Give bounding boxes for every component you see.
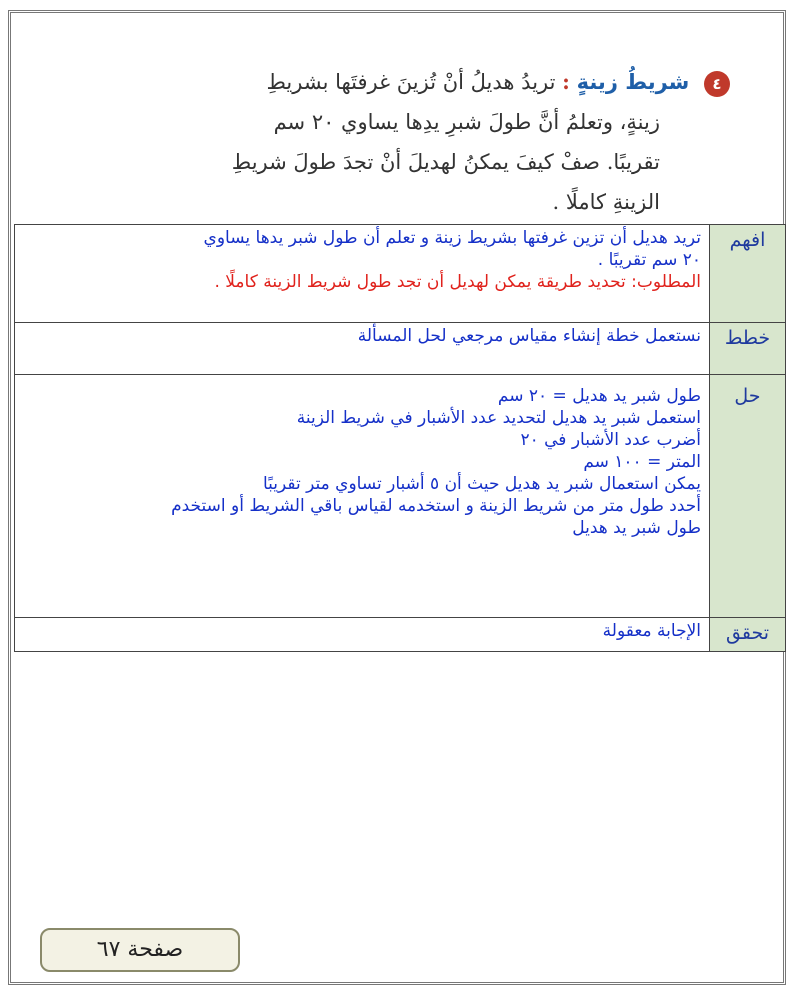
step-content-check	[15, 618, 710, 652]
problem-line-1: تريدُ هديلُ أنْ تُزينَ غرفتَها بشريطِ	[266, 70, 556, 94]
page-number-tab: صفحة ٦٧	[40, 928, 240, 972]
understand-line-1: تريد هديل أن تزين غرفتها بشريط زينة و تعلم أن طول شبر يدها يساوي	[203, 228, 701, 248]
problem-line-3: تقريبًا. صفْ كيفَ يمكنُ لهديلَ أنْ تجدَ طولَ شريطِ	[231, 150, 660, 174]
step-row-check	[15, 618, 786, 652]
problem-statement	[40, 62, 730, 222]
step-row-understand	[15, 225, 786, 323]
step-content-plan	[15, 323, 710, 375]
step-content-solve	[15, 375, 710, 618]
solution-steps-table	[14, 224, 786, 652]
problem-line-4: الزينةِ كاملًا .	[552, 190, 660, 214]
required-label: المطلوب	[636, 272, 701, 292]
solve-line-4: المتر = ١٠٠ سم	[583, 452, 701, 472]
solve-line-7: طول شبر يد هديل	[572, 518, 701, 538]
solve-line-2: استعمل شبر يد هديل لتحديد عدد الأشبار في شريط الزينة	[296, 408, 701, 428]
plan-line-1: نستعمل خطة إنشاء مقياس مرجعي لحل المسألة	[357, 326, 701, 346]
step-label-plan: خطط	[710, 323, 786, 375]
understand-line-2: ٢٠ سم تقريبًا .	[597, 250, 701, 270]
step-row-plan	[15, 323, 786, 375]
step-content-understand	[15, 225, 710, 323]
step-label-check: تحقق	[710, 618, 786, 652]
understand-required	[23, 271, 701, 293]
solve-line-1: طول شبر يد هديل = ٢٠ سم	[497, 386, 701, 406]
solve-line-5: يمكن استعمال شبر يد هديل حيث أن ٥ أشبار تساوي متر تقريبًا	[262, 474, 701, 494]
problem-number-badge: ٤	[704, 71, 730, 97]
step-label-solve: حل	[710, 375, 786, 618]
step-label-understand: افهم	[710, 225, 786, 323]
problem-line-2: زينةٍ، وتعلمُ أنَّ طولَ شبرِ يدِها يساوي ٢٠ سم	[273, 110, 660, 134]
problem-title-colon: :	[562, 69, 570, 94]
problem-title: شريطُ زينةٍ	[576, 70, 690, 94]
solve-line-6: أحدد طول متر من شريط الزينة و استخدمه لقياس باقي الشريط أو استخدم	[171, 496, 701, 516]
step-row-solve	[15, 375, 786, 618]
solve-line-3: أضرب عدد الأشبار في ٢٠	[520, 430, 701, 450]
required-text: : تحديد طريقة يمكن لهديل أن تجد طول شريط الزينة كاملًا .	[214, 272, 637, 292]
check-line-1: الإجابة معقولة	[602, 621, 701, 641]
